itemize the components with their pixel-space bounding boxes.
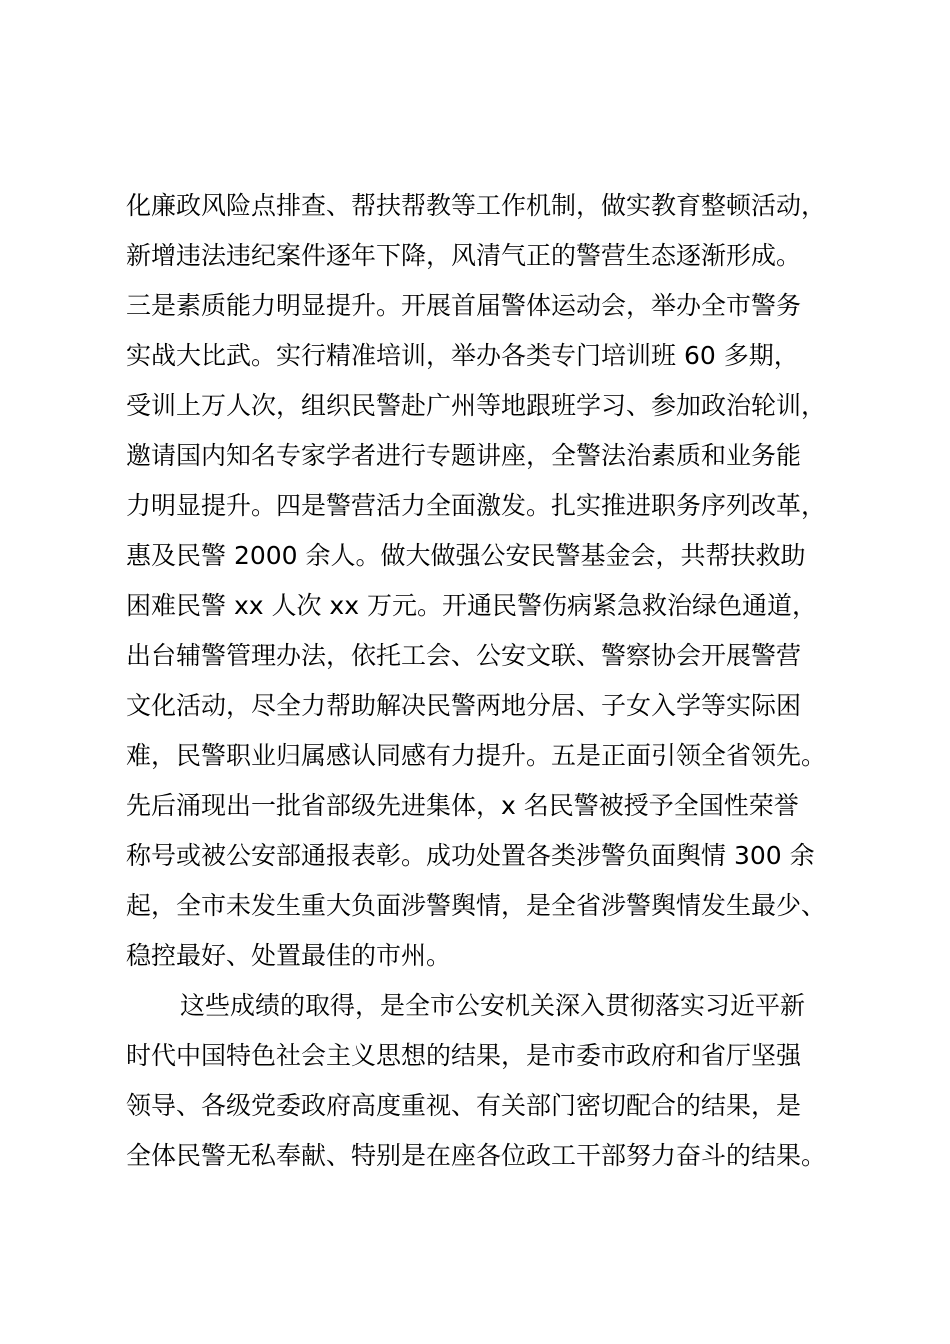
text-line: 受训上万人次，组织民警赴广州等地跟班学习、参加政治轮训， xyxy=(126,391,827,420)
text-line: 出台辅警管理办法，依托工会、公安文联、警察协会开展警营 xyxy=(126,641,802,670)
text-line: 化廉政风险点排查、帮扶帮教等工作机制，做实教育整顿活动， xyxy=(126,191,827,220)
text-line: 称号或被公安部通报表彰。成功处置各类涉警负面舆情 300 余 xyxy=(126,841,815,870)
paragraph-achievements xyxy=(126,181,866,981)
text-line-indented: 这些成绩的取得，是全市公安机关深入贯彻落实习近平新 xyxy=(180,991,806,1020)
text-line: 时代中国特色社会主义思想的结果，是市委市政府和省厅坚强 xyxy=(126,1041,802,1070)
text-line: 全体民警无私奉献、特别是在座各位政工干部努力奋斗的结果。 xyxy=(126,1141,827,1170)
text-line: 先后涌现出一批省部级先进集体，x 名民警被授予全国性荣誉 xyxy=(126,791,799,820)
text-line: 邀请国内知名专家学者进行专题讲座，全警法治素质和业务能 xyxy=(126,441,802,470)
document-body xyxy=(126,181,866,1181)
text-line: 新增违法违纪案件逐年下降，风清气正的警营生态逐渐形成。 xyxy=(126,241,802,270)
text-line: 困难民警 xx 人次 xx 万元。开通民警伤病紧急救治绿色通道， xyxy=(126,591,817,620)
text-line: 领导、各级党委政府高度重视、有关部门密切配合的结果，是 xyxy=(126,1091,802,1120)
text-line: 实战大比武。实行精准培训，举办各类专门培训班 60 多期， xyxy=(126,341,799,370)
text-line: 稳控最好、处置最佳的市州。 xyxy=(126,941,452,970)
paragraph-conclusion xyxy=(126,981,866,1181)
text-line: 起，全市未发生重大负面涉警舆情，是全省涉警舆情发生最少、 xyxy=(126,891,827,920)
text-line: 文化活动，尽全力帮助解决民警两地分居、子女入学等实际困 xyxy=(126,691,802,720)
text-line: 难，民警职业归属感认同感有力提升。五是正面引领全省领先。 xyxy=(126,741,827,770)
text-line: 力明显提升。四是警营活力全面激发。扎实推进职务序列改革， xyxy=(126,491,827,520)
text-line: 惠及民警 2000 余人。做大做强公安民警基金会，共帮扶救助 xyxy=(126,541,806,570)
text-line: 三是素质能力明显提升。开展首届警体运动会，举办全市警务 xyxy=(126,291,802,320)
